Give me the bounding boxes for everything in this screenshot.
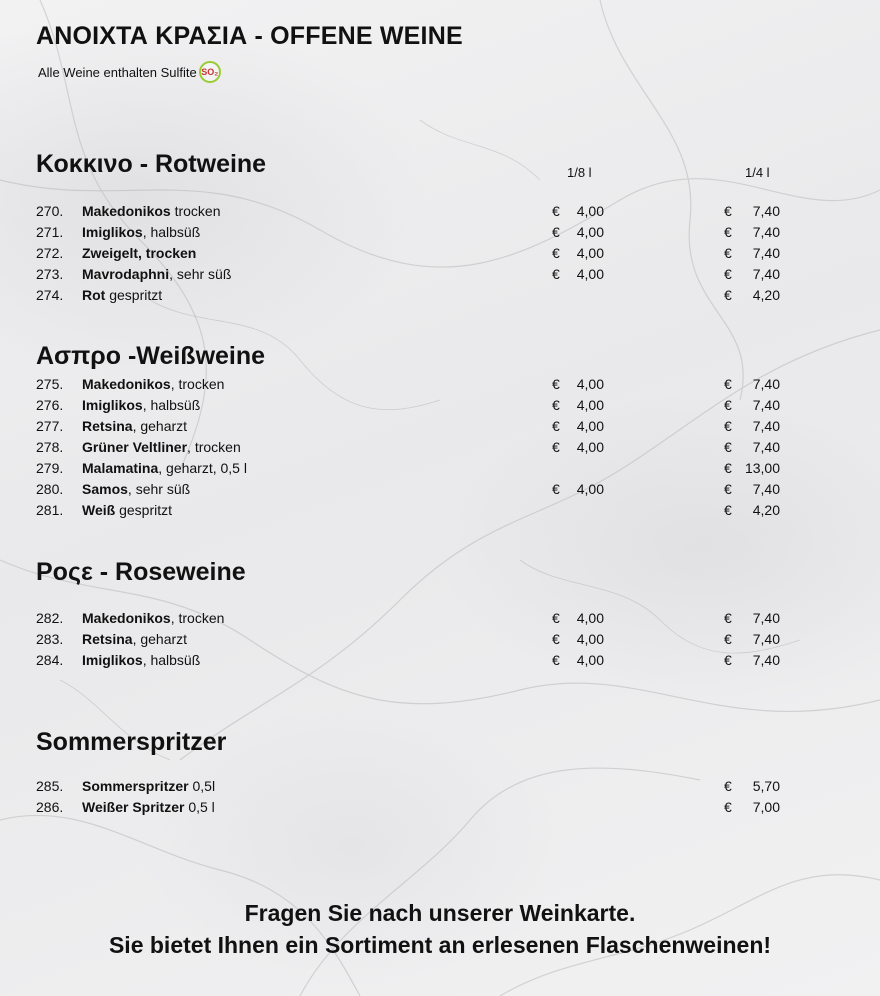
item-number: 286. (36, 799, 64, 815)
price-value: 4,00 (576, 439, 604, 455)
so2-icon: SO₂ (199, 61, 221, 83)
currency-symbol: € (724, 245, 732, 261)
section-title: Κοκκινο - Rotweine (36, 150, 267, 178)
price-value: 7,40 (752, 418, 780, 434)
currency-symbol: € (724, 799, 732, 815)
item-name: Makedonikos (82, 203, 171, 219)
price-value: 4,00 (576, 224, 604, 240)
price-small (552, 374, 604, 395)
price-large (724, 479, 780, 500)
price-value: 4,00 (576, 266, 604, 282)
currency-symbol: € (724, 631, 732, 647)
item-number: 283. (36, 631, 64, 647)
currency-symbol: € (724, 481, 732, 497)
price-value: 7,40 (752, 652, 780, 668)
currency-symbol: € (724, 203, 732, 219)
item-description: , geharzt (132, 631, 188, 647)
item-number: 276. (36, 397, 64, 413)
price-value: 4,00 (576, 610, 604, 626)
price-value: 7,40 (752, 610, 780, 626)
list-item (36, 264, 231, 285)
price-value: 13,00 (744, 460, 780, 476)
section-title: Ασπρο -Weißweine (36, 342, 266, 370)
currency-symbol: € (552, 418, 560, 434)
section-title: Ροςε - Roseweine (36, 558, 246, 586)
item-number: 281. (36, 502, 64, 518)
item-number: 279. (36, 460, 64, 476)
price-small (552, 243, 604, 264)
item-number: 275. (36, 376, 64, 392)
price-small (552, 395, 604, 416)
list-item (36, 222, 200, 243)
item-number: 272. (36, 245, 64, 261)
footer-line-1: Fragen Sie nach unserer Weinkarte. (244, 900, 636, 926)
price-value: 7,40 (752, 631, 780, 647)
currency-symbol: € (552, 631, 560, 647)
item-number: 278. (36, 439, 64, 455)
item-name: Weiß (82, 502, 116, 518)
list-item (36, 201, 221, 222)
item-number: 280. (36, 481, 64, 497)
item-description: , trocken (170, 376, 225, 392)
price-value: 7,40 (752, 224, 780, 240)
sulfite-note (38, 61, 221, 83)
price-value: 7,40 (752, 439, 780, 455)
list-item (36, 797, 215, 818)
price-small (552, 629, 604, 650)
item-name: Imiglikos (82, 397, 143, 413)
currency-symbol: € (552, 652, 560, 668)
price-small (552, 201, 604, 222)
list-item (36, 650, 200, 671)
price-large (724, 285, 780, 306)
currency-symbol: € (724, 418, 732, 434)
item-description: , halbsüß (142, 397, 201, 413)
list-item (36, 243, 196, 264)
item-description: , geharzt (132, 418, 188, 434)
price-large (724, 500, 780, 521)
price-large (724, 395, 780, 416)
item-name: Retsina (82, 631, 133, 647)
price-large (724, 201, 780, 222)
price-small (552, 264, 604, 285)
item-name: Imiglikos (82, 652, 143, 668)
price-value: 4,00 (576, 481, 604, 497)
price-large (724, 458, 780, 479)
list-item (36, 395, 200, 416)
currency-symbol: € (724, 376, 732, 392)
item-name: Samos (82, 481, 128, 497)
price-value: 4,00 (576, 376, 604, 392)
currency-symbol: € (724, 778, 732, 794)
price-large (724, 264, 780, 285)
price-value: 4,00 (576, 631, 604, 647)
item-number: 270. (36, 203, 64, 219)
page-title: ΑΝΟΙΧΤΑ ΚΡΑΣΙΑ - OFFENE WEINE (36, 22, 463, 50)
currency-symbol: € (724, 610, 732, 626)
price-value: 4,00 (576, 418, 604, 434)
list-item (36, 479, 190, 500)
item-number: 274. (36, 287, 64, 303)
item-name: Weißer Spritzer (82, 799, 185, 815)
price-large (724, 437, 780, 458)
list-item (36, 416, 187, 437)
section-title: Sommerspritzer (36, 728, 227, 756)
price-value: 7,00 (752, 799, 780, 815)
item-description: 0,5 l (184, 799, 215, 815)
sulfite-note-text: Alle Weine enthalten Sulfite (38, 64, 197, 80)
price-large (724, 797, 780, 818)
currency-symbol: € (724, 460, 732, 476)
price-value: 7,40 (752, 266, 780, 282)
price-value: 7,40 (752, 376, 780, 392)
currency-symbol: € (552, 245, 560, 261)
list-item (36, 776, 215, 797)
price-large (724, 416, 780, 437)
currency-symbol: € (552, 610, 560, 626)
item-name: Sommerspritzer (82, 778, 189, 794)
price-large (724, 776, 780, 797)
item-name: Retsina (82, 418, 133, 434)
currency-symbol: € (552, 224, 560, 240)
currency-symbol: € (552, 439, 560, 455)
currency-symbol: € (724, 397, 732, 413)
price-large (724, 243, 780, 264)
price-value: 4,20 (752, 502, 780, 518)
price-value: 7,40 (752, 203, 780, 219)
price-value: 5,70 (752, 778, 780, 794)
item-name: Rot (82, 287, 106, 303)
currency-symbol: € (552, 266, 560, 282)
footer-line-2: Sie bietet Ihnen ein Sortiment an erlesenen Flaschenweinen! (108, 932, 772, 958)
item-number: 273. (36, 266, 64, 282)
currency-symbol: € (724, 224, 732, 240)
price-value: 4,00 (576, 397, 604, 413)
price-small (552, 608, 604, 629)
price-value: 7,40 (752, 481, 780, 497)
price-small (552, 416, 604, 437)
price-large (724, 650, 780, 671)
price-value: 7,40 (752, 245, 780, 261)
item-description: , geharzt, 0,5 l (158, 460, 247, 476)
item-name: Zweigelt, trocken (82, 245, 197, 261)
currency-symbol: € (552, 481, 560, 497)
item-name: Makedonikos (82, 376, 171, 392)
item-description: gespritzt (115, 502, 173, 518)
currency-symbol: € (552, 397, 560, 413)
item-name: Malamatina (82, 460, 159, 476)
item-description: , halbsüß (142, 224, 201, 240)
column-header-large: 1/4 l (745, 165, 770, 180)
list-item (36, 437, 241, 458)
item-name: Grüner Veltliner (82, 439, 188, 455)
item-description: 0,5l (188, 778, 216, 794)
item-number: 277. (36, 418, 64, 434)
price-small (552, 437, 604, 458)
price-small (552, 479, 604, 500)
item-name: Imiglikos (82, 224, 143, 240)
item-description: , trocken (187, 439, 241, 455)
list-item (36, 458, 247, 479)
price-small (552, 222, 604, 243)
item-number: 282. (36, 610, 64, 626)
currency-symbol: € (724, 287, 732, 303)
column-header-small: 1/8 l (567, 165, 592, 180)
price-large (724, 629, 780, 650)
item-description: , halbsüß (142, 652, 201, 668)
price-value: 4,00 (576, 652, 604, 668)
item-name: Mavrodaphni (82, 266, 170, 282)
list-item (36, 285, 162, 306)
price-large (724, 608, 780, 629)
currency-symbol: € (724, 266, 732, 282)
price-value: 4,20 (752, 287, 780, 303)
price-value: 4,00 (576, 245, 604, 261)
price-small (552, 650, 604, 671)
list-item (36, 608, 224, 629)
item-number: 284. (36, 652, 64, 668)
item-name: Makedonikos (82, 610, 171, 626)
item-number: 285. (36, 778, 64, 794)
price-value: 4,00 (576, 203, 604, 219)
list-item (36, 500, 172, 521)
item-description: , trocken (170, 610, 225, 626)
list-item (36, 374, 224, 395)
currency-symbol: € (552, 203, 560, 219)
list-item (36, 629, 187, 650)
currency-symbol: € (552, 376, 560, 392)
item-description: , sehr süß (169, 266, 232, 282)
item-description: trocken (170, 203, 221, 219)
currency-symbol: € (724, 502, 732, 518)
item-number: 271. (36, 224, 64, 240)
currency-symbol: € (724, 439, 732, 455)
item-description: , sehr süß (127, 481, 191, 497)
item-description: gespritzt (105, 287, 163, 303)
price-large (724, 222, 780, 243)
price-value: 7,40 (752, 397, 780, 413)
currency-symbol: € (724, 652, 732, 668)
price-large (724, 374, 780, 395)
